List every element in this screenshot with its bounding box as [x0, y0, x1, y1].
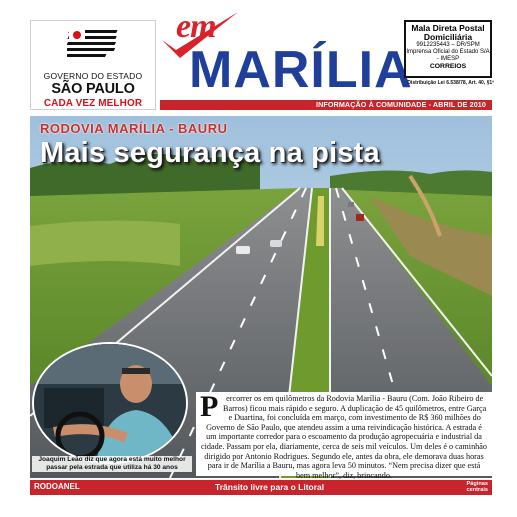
footer-section-link[interactable]: RODOANEL [34, 482, 80, 491]
article-body: ercorrer os em quilômetros da Rodovia Marília - Bauru (Com. João Ribeiro de Barros) ficou mais rápido e seguro. A duplicação de 45 quilômetros, entre Garça e Duartina, foi concluída em março, com investimento de R$ 360 milhões do Governo de São Paulo, que atendeu assim a uma reivindicação histórica. A estrada é um importante corredor para o escoamento da produção agropecuária e industrial da cidade. Passam por ela, diariamente, cerca de seis mil veículos. Um deles é o caminhão dirigido por Antonio Rodrigues. Segundo ele, antes da obra, ele demorava duas horas para ir de Marília a Bauru, mas agora leva 50 minutos. “Nem precisa dizer que está bem melhor”, diz, brincando. [200, 394, 487, 480]
footer-bar [30, 480, 492, 495]
mailing-stamp [404, 20, 492, 78]
edition-banner [160, 100, 492, 110]
portrait-photo [32, 342, 188, 464]
mailing-code: 9912235443 – DR/SPM [416, 42, 480, 48]
gov-line2: SÃO PAULO [51, 81, 135, 97]
article-dropcap: P [200, 390, 219, 423]
gov-slogan: CADA VEZ MELHOR [43, 98, 143, 109]
footer-page-ref-line2: centrais [466, 487, 488, 493]
driver-portrait [34, 344, 188, 464]
footer-headline-link[interactable]: Trânsito livre para o Litoral [215, 482, 325, 492]
edition-banner-text: INFORMAÇÃO À COMUNIDADE - ABRIL DE 2010 [315, 100, 486, 109]
masthead-title: MARÍLIA [189, 41, 413, 99]
mailing-org: Imprensa Oficial do Estado S/A - IMESP [406, 49, 490, 62]
cover-headline: Mais segurança na pista [40, 137, 380, 169]
mailing-carrier: CORREIOS [429, 63, 467, 70]
masthead-em: em [176, 8, 216, 45]
mailing-title: Mala Direta Postal Domiciliária [411, 23, 485, 42]
sao-paulo-flag-icon [67, 27, 121, 61]
gov-line1: GOVERNO DO ESTADO [43, 71, 143, 81]
footer-page-ref-line1: Páginas [466, 481, 488, 487]
cover-kicker: RODOVIA MARÍLIA - BAURU [40, 121, 228, 136]
lead-article [196, 390, 492, 480]
government-logo [30, 20, 156, 110]
photo-caption: Joaquim Leão diz que agora está muito melhor passar pela estrada que utiliza há 30 anos [32, 456, 192, 472]
mailing-law: Distribuição Lei 6.538/78, Art. 40, §1º [407, 80, 494, 86]
footer-page-ref [467, 481, 488, 493]
